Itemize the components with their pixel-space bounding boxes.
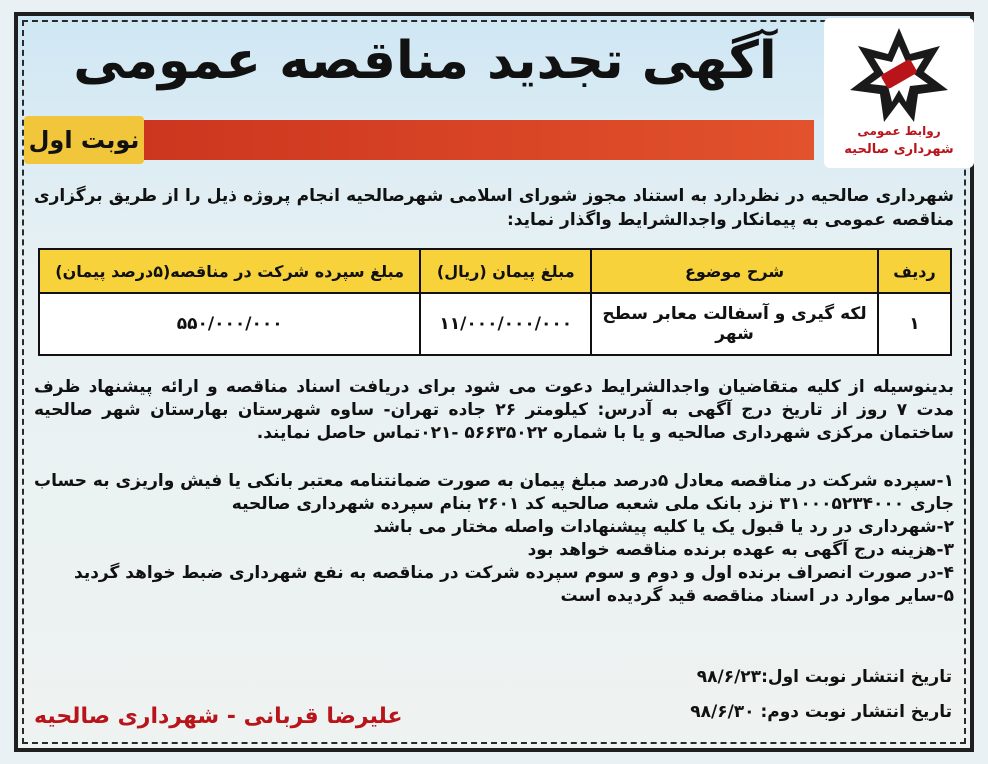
logo-text-municipality: شهرداری صالحیه [844,142,954,157]
first-publication-date: تاریخ انتشار نوبت اول:۹۸/۶/۲۳ [696,667,952,687]
intro-paragraph: شهرداری صالحیه در نظردارد به استناد مجوز شورای اسلامی شهرصالحیه انجام پروژه ذیل را از طریق برگزاری مناقصه عمومی به پیمانکار واجدالشرایط واگذار نماید: [34,186,954,230]
cell-contract-amount: ۱۱/۰۰۰/۰۰۰/۰۰۰ [420,293,591,355]
second-publication-date: تاریخ انتشار نوبت دوم: ۹۸/۶/۳۰ [690,702,952,722]
condition-item: ۴-در صورت انصراف برنده اول و دوم و سوم سپرده شرکت در مناقصه به نفع شهرداری ضبط خواهد گردید [74,563,954,583]
logo-text-public-relations: روابط عمومی [857,124,941,138]
table-header-row [39,249,951,293]
page-title: آگهی تجدید مناقصه عمومی [73,31,777,91]
publication-dates [690,660,952,730]
invitation-paragraph [34,376,954,445]
cell-description: لکه گیری و آسفالت معابر سطح شهر [591,293,878,355]
condition-item: ۳-هزینه درج آگهی به عهده برنده مناقصه خواهد بود [527,540,954,560]
header-description: شرح موضوع [591,249,878,293]
tender-table [38,248,952,356]
round-badge: نوبت اول [24,116,144,164]
cell-row-number: ۱ [878,293,951,355]
condition-item: ۲-شهرداری در رد یا قبول یک یا کلیه پیشنهادات واصله مختار می باشد [373,517,954,537]
cell-deposit-amount: ۵۵۰/۰۰۰/۰۰۰ [39,293,420,355]
header-contract-amount: مبلغ پیمان (ریال) [420,249,591,293]
invitation-text: بدینوسیله از کلیه متقاضیان واجدالشرایط دعوت می شود برای دریافت اسناد مناقصه و ارائه پیشنهاد ظرف مدت ۷ روز از تاریخ درج آگهی به آدرس: کیلومتر ۲۶ جاده تهران- ساوه شهرستان بهارستان شهر صالحیه ساختمان مرکزی شهرداری صالحیه و یا با شماره ۵۶۶۳۵۰۲۲ -۰۲۱تماس حاصل نمایند. [34,377,954,443]
header-row-number: ردیف [878,249,951,293]
condition-item: ۱-سپرده شرکت در مناقصه معادل ۵درصد مبلغ پیمان به صورت ضمانتنامه معتبر بانکی یا فیش واریزی به حساب جاری ۳۱۰۰۰۵۲۳۴۰۰۰ نزد بانک ملی شعبه صالحیه کد ۲۶۰۱ بنام سپرده شهرداری صالحیه [34,471,954,514]
conditions-list [34,470,954,608]
condition-item: ۵-سایر موارد در اسناد مناقصه قید گردیده است [560,586,954,606]
signature: علیرضا قربانی - شهرداری صالحیه [34,704,403,729]
header-deposit-amount: مبلغ سپرده شرکت در مناقصه(۵درصد پیمان) [39,249,420,293]
municipality-logo [824,18,974,168]
table-row [39,293,951,355]
star-emblem-icon [844,24,954,124]
